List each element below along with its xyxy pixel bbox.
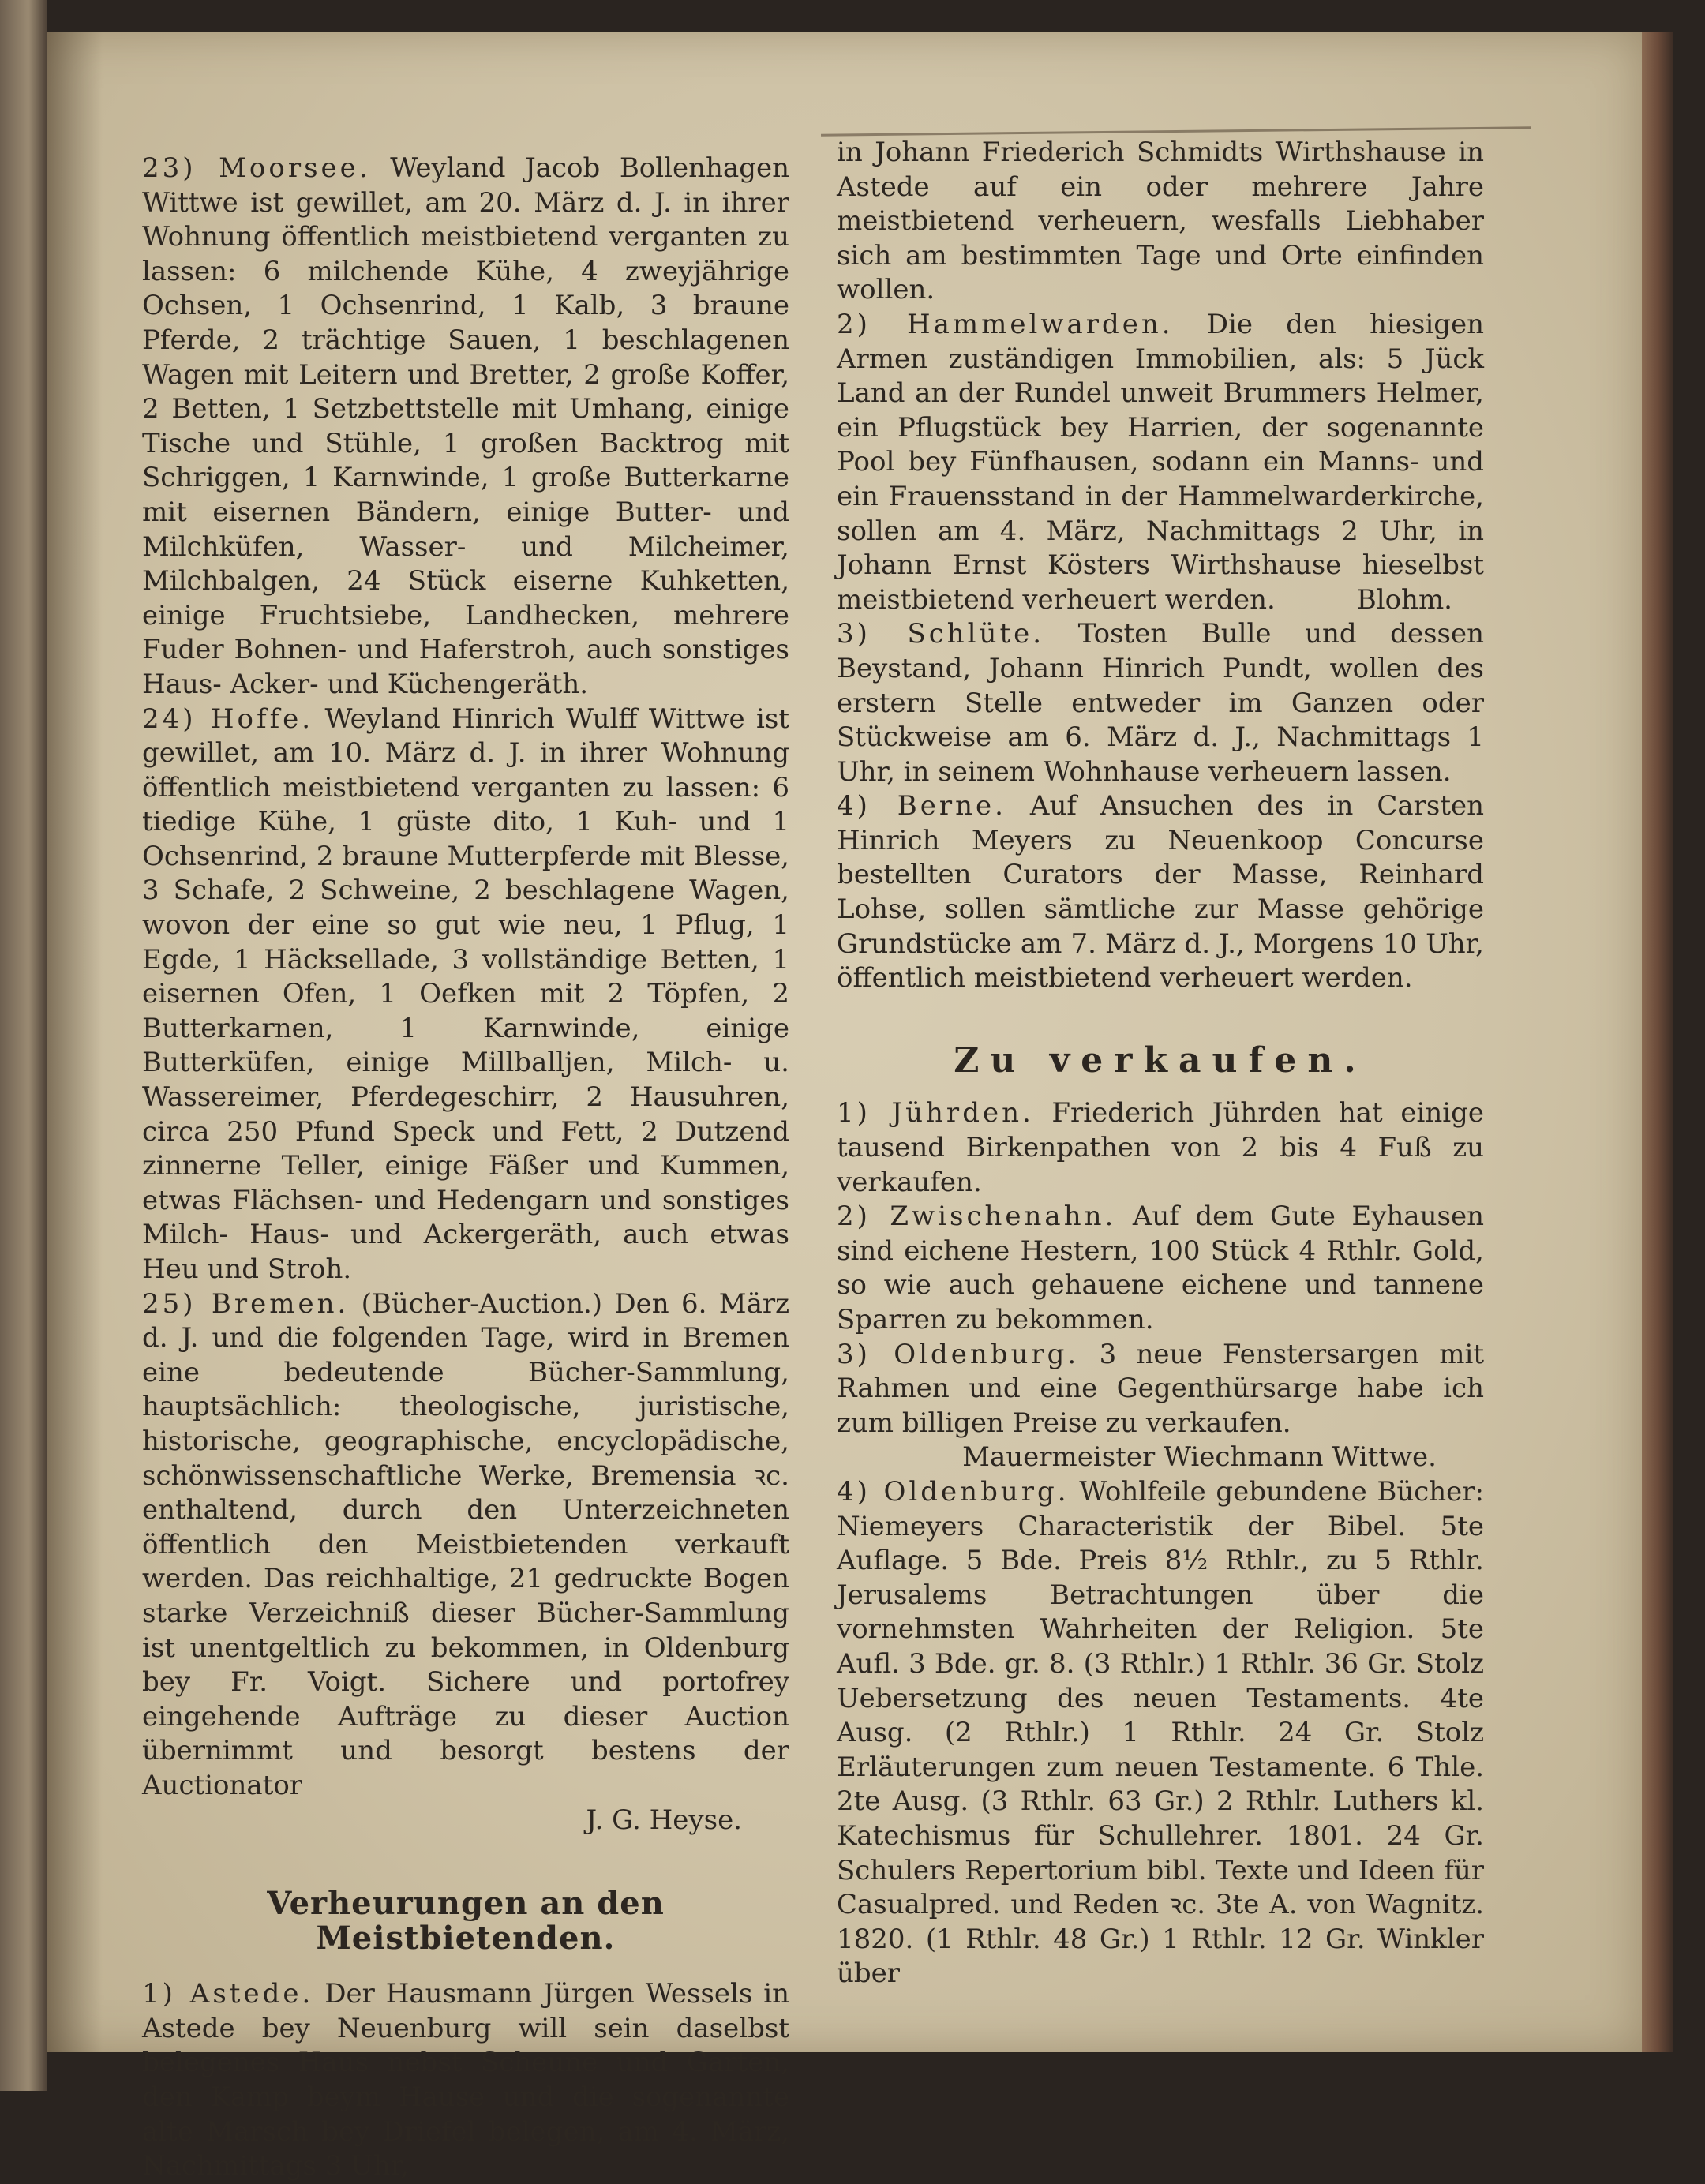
entry-lead: 2) Zwischenahn. xyxy=(837,1201,1117,1233)
entry-text: 3 neue Fenstersargen mit Rahmen und eine Gegenthürsarge habe ich zum billigen Preise zu verkaufen. xyxy=(837,1338,1484,1439)
entry-lead: 1) Astede. xyxy=(142,1978,314,2010)
entry-berne xyxy=(837,789,1484,996)
entry-lead: 24) Hoffe. xyxy=(142,702,314,735)
right-column xyxy=(837,136,1484,1991)
section-heading-zu-verkaufen: Zu verkaufen. xyxy=(954,1040,1367,1081)
entry-lead: 2) Hammelwarden. xyxy=(837,308,1174,340)
entry-lead: 1) Jührden. xyxy=(837,1097,1034,1129)
left-column xyxy=(142,152,789,2184)
entry-juehrden xyxy=(837,1096,1484,1200)
facing-page-edge xyxy=(0,0,47,2091)
entry-schluete xyxy=(837,617,1484,789)
entry-text: Friederich Jührden hat einige tausend Birkenpathen von 2 bis 4 Fuß zu verkaufen. xyxy=(837,1097,1484,1198)
entry-lead: 3) Schlüte. xyxy=(837,618,1045,650)
entry-zwischenahn xyxy=(837,1200,1484,1337)
entry-text: (Bücher-Auction.) Den 6. März d. J. und die folgenden Tage, wird in Bremen eine bedeutende Bücher-Sammlung, hauptsächlich: theologische, juristische, historische, geographische, encyclopädische, schönwissenschaftliche Werke, Bremensia ꝛc. enthaltend, durch den Unterzeichneten öffentlich den Meistbietenden verkauft werden. Das reichhaltige, 21 gedruckte Bogen starke Verzeichniß dieser Bücher-Sammlung ist unentgeltlich zu bekommen, in Oldenburg bey Fr. Voigt. Sichere und portofrey eingehende Aufträge zu dieser Auction übernimmt und besorgt bestens der Auctionator xyxy=(142,1287,790,1801)
entry-astede xyxy=(142,1977,789,2184)
entry-text: Tosten Bulle und dessen Beystand, Johann Hinrich Pundt, wollen des erstern Stelle entweder im Ganzen oder Stückweise am 6. März d. J., Nachmittags 1 Uhr, in seinem Wohnhause verheuern lassen. xyxy=(837,618,1484,788)
entry-text: Auf Ansuchen des in Carsten Hinrich Meyers zu Neuenkoop Concurse bestellten Curators der Masse, Reinhard Lohse, sollen sämtliche zur Masse gehörige Grundstücke am 7. März d. J., Morgens 10 Uhr, öffentlich meistbietend verheuert werden. xyxy=(837,790,1485,995)
entry-text: Die den hiesigen Armen zuständigen Immobilien, als: 5 Jück Land an der Rundel unweit Brummers Helmer, ein Pflugstück bey Harrien, der sogenannte Pool bey Fünfhausen, sodann ein Manns- und ein Frauensstand in der Hammelwarderkirche, sollen am 4. März, Nachmittags 2 Uhr, in Johann Ernst Kösters Wirthshause hieselbst meistbietend verheuert werden. xyxy=(837,308,1484,616)
entry-lead: 3) Oldenburg. xyxy=(837,1338,1080,1370)
signature-heyse: J. G. Heyse. xyxy=(586,1804,742,1836)
entry-oldenburg-4 xyxy=(837,1475,1484,1991)
entry-text: Auf dem Gute Eyhausen sind eichene Hestern, 100 Stück 4 Rthlr. Gold, so wie auch gehauene eichene und tannene Sparren zu bekommen. xyxy=(837,1201,1484,1335)
continuation-text: in Johann Friederich Schmidts Wirthshause in Astede auf ein oder mehrere Jahre meistbietend verheuern, wesfalls Liebhaber sich am bestimmten Tage und Orte einfinden wollen. xyxy=(837,137,1484,306)
entry-moorsee xyxy=(142,152,789,702)
signature-wiechmann: Mauermeister Wiechmann Wittwe. xyxy=(962,1441,1437,1474)
entry-lead: 25) Bremen. xyxy=(142,1287,350,1320)
page-edge xyxy=(1642,32,1673,2052)
entry-lead: 4) Oldenburg. xyxy=(837,1475,1070,1508)
entry-lead: 4) Berne. xyxy=(837,790,1006,822)
binding-shadow xyxy=(47,32,103,2052)
entry-text: Wohlfeile gebundene Bücher: Niemeyers Characteristik der Bibel. 5te Auflage. 5 Bde. Preis 8½ Rthlr., zu 5 Rthlr. Jerusalems Betrachtungen über die vornehmsten Wahrheiten der Religion. 5te Aufl. 3 Bde. gr. 8. (3 Rthlr.) 1 Rthlr. 36 Gr. Stolz Uebersetzung des neuen Testaments. 4te Ausg. (2 Rthlr.) 1 Rthlr. 24 Gr. Stolz Erläuterungen zum neuen Testamente. 6 Thle. 2te Ausg. (3 Rthlr. 63 Gr.) 2 Rthlr. Luthers kl. Katechismus für Schullehrer. 1801. 24 Gr. Schulers Repertorium bibl. Texte und Ideen für Casualpred. und Reden ꝛc. 3te A. von Wagnitz. 1820. (1 Rthlr. 48 Gr.) 1 Rthlr. 12 Gr. Winkler über xyxy=(837,1475,1484,1990)
section-heading-verheurungen: Verheurungen an den Meistbietenden. xyxy=(267,1885,665,1957)
entry-hammelwarden xyxy=(837,308,1484,617)
signature-blohm: Blohm. xyxy=(1356,583,1452,616)
entry-text: Weyland Hinrich Wulff Wittwe ist gewillet, am 10. März d. J. in ihrer Wohnung öffentlich meistbietend verganten zu lassen: 6 tiedige Kühe, 1 güste dito, 1 Kuh- und 1 Ochsenrind, 2 braune Mutterpferde mit Blesse, 3 Schafe, 2 Schweine, 2 beschlagene Wagen, wovon der eine so gut wie neu, 1 Pflug, 1 Egde, 1 Häcksellade, 3 vollständige Betten, 1 eisernen Ofen, 1 Oefken mit 2 Töpfen, 2 Butterkarnen, 1 Karnwinde, einige Butterküfen, einige Millballjen, Milch- u. Wassereimer, Pferdegeschirr, 2 Hausuhren, circa 250 Pfund Speck und Fett, 2 Dutzend zinnerne Teller, einige Fäßer und Kummen, etwas Flächsen- und Hedengarn und sonstiges Milch- Haus- und Ackergeräth, auch etwas Heu und Stroh. xyxy=(142,702,790,1285)
entry-oldenburg-3 xyxy=(837,1338,1484,1441)
entry-text: Der Hausmann Jürgen Wessels in Astede bey Neuenburg will sein daselbst belegenes Haus nebst Scheune und Garten, den Kamp beym Hause und die sogenannte alte Marsch bey Driefel belegen, am 4. März, Nachmittags 3 Uhr, xyxy=(142,1978,790,2182)
entry-lead: 23) Moorsee. xyxy=(142,152,371,184)
entry-bremen xyxy=(142,1287,789,1804)
entry-text: Weyland Jacob Bollenhagen Wittwe ist gewillet, am 20. März d. J. in ihrer Wohnung öffentlich meistbietend verganten zu lassen: 6 milchende Kühe, 4 zweyjährige Ochsen, 1 Ochsenrind, 1 Kalb, 3 braune Pferde, 2 trächtige Sauen, 1 beschlagenen Wagen mit Leitern und Bretter, 2 große Koffer, 2 Betten, 1 Setzbettstelle mit Umhang, einige Tische und Stühle, 1 großen Backtrog mit Schriggen, 1 Karnwinde, 1 große Butterkarne mit eisernen Bändern, einige Butter- und Milchküfen, Wasser- und Milcheimer, Milchbalgen, 24 Stück eiserne Kuhketten, einige Fruchtsiebe, Landhecken, mehrere Fuder Bohnen- und Haferstroh, auch sonstiges Haus- Acker- und Küchengeräth. xyxy=(142,152,789,700)
entry-hoffe xyxy=(142,702,789,1287)
